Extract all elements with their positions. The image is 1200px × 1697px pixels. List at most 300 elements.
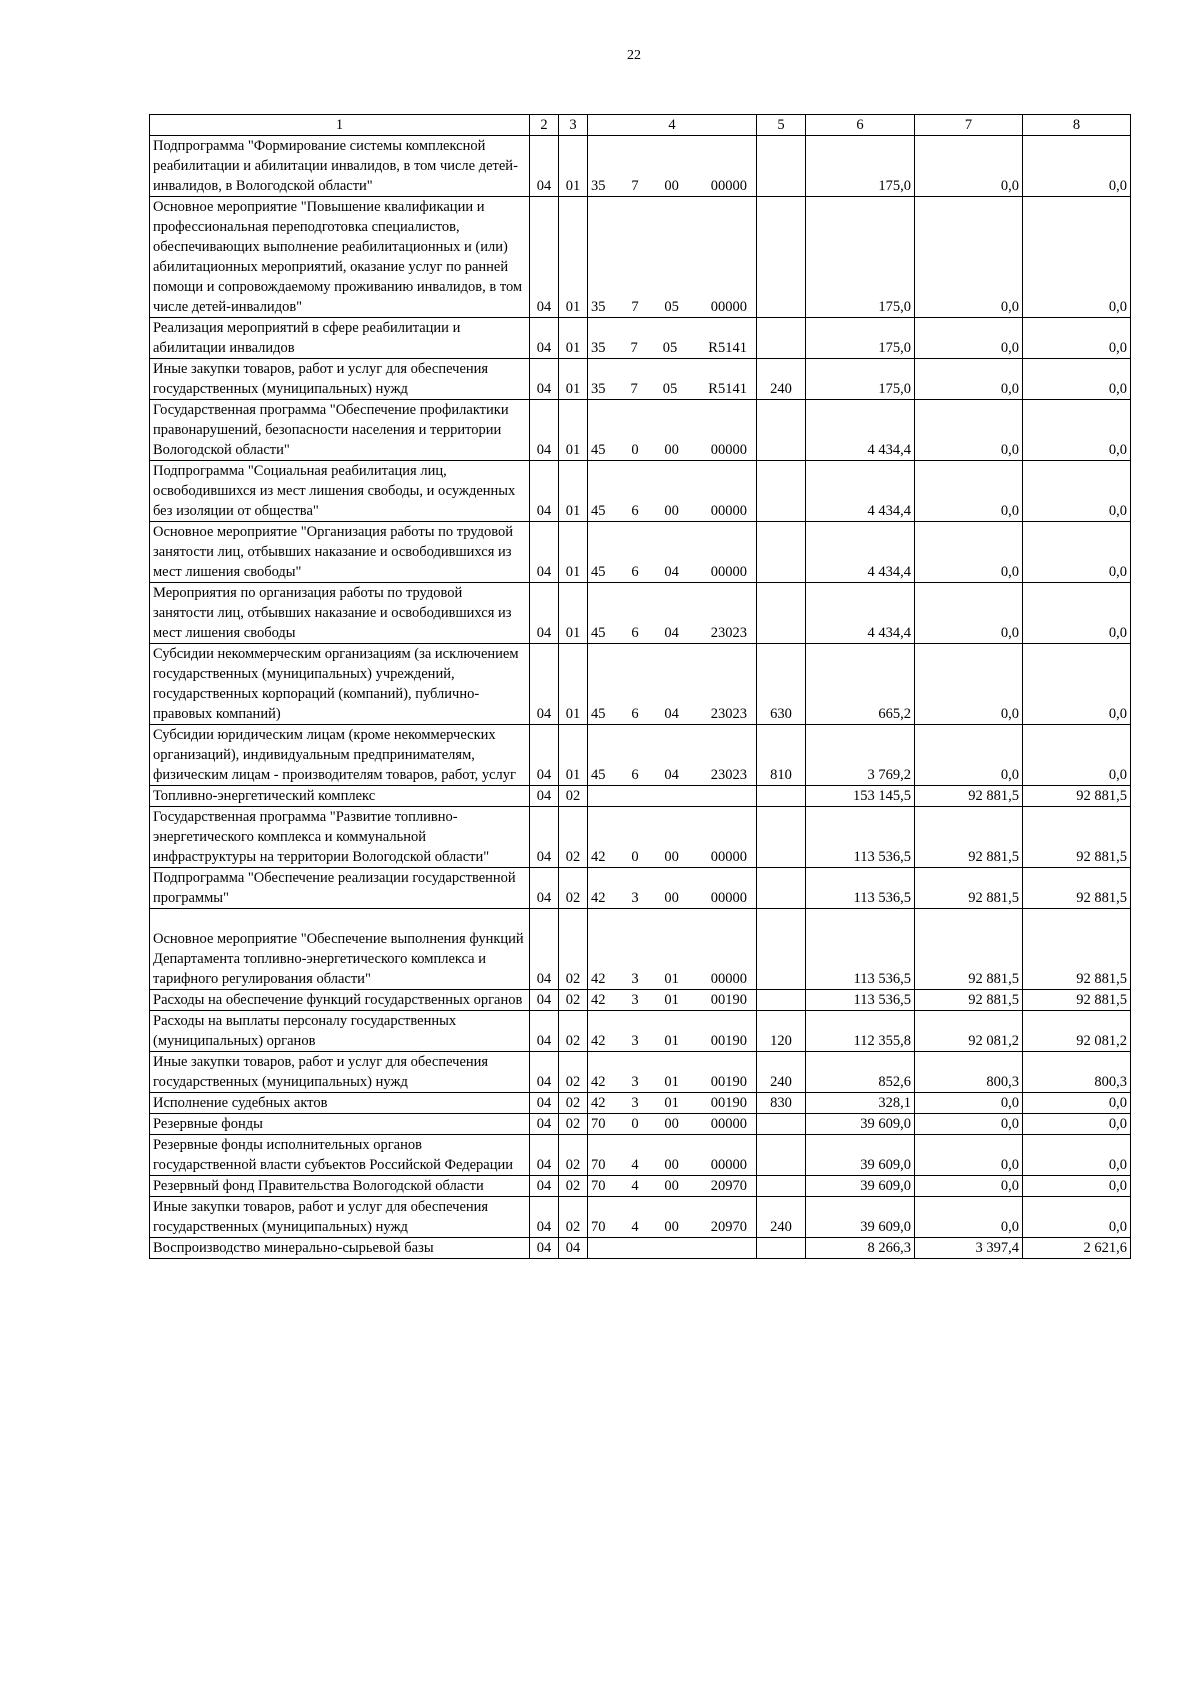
code-cs-part: 00 bbox=[664, 1219, 679, 1235]
code-vr bbox=[757, 136, 806, 197]
value-col7: 92 881,5 bbox=[915, 990, 1023, 1011]
code-cs-part: 42 bbox=[591, 849, 606, 865]
row-name: Исполнение судебных актов bbox=[150, 1093, 530, 1114]
code-cs-part: 4 bbox=[631, 1219, 639, 1235]
value-col8: 92 881,5 bbox=[1023, 786, 1131, 807]
code-cs-part: 00 bbox=[664, 890, 679, 906]
value-col6: 113 536,5 bbox=[806, 909, 915, 990]
code-pr: 02 bbox=[559, 909, 588, 990]
code-cs-part: 3 bbox=[631, 992, 639, 1008]
code-cs-part: 00 bbox=[664, 503, 679, 519]
value-col8: 92 081,2 bbox=[1023, 1011, 1131, 1052]
code-cs-part: 0 bbox=[631, 442, 639, 458]
code-cs-part: 04 bbox=[664, 625, 679, 641]
code-cs bbox=[588, 1238, 757, 1259]
row-name: Иные закупки товаров, работ и услуг для обеспечения государственных (муниципальных) нужд bbox=[150, 359, 530, 400]
value-col8: 0,0 bbox=[1023, 359, 1131, 400]
value-col7: 92 881,5 bbox=[915, 807, 1023, 868]
row-name: Государственная программа "Развитие топливно-энергетического комплекса и коммунальной инфраструктуры на территории Вологодской области" bbox=[150, 807, 530, 868]
code-vr bbox=[757, 1176, 806, 1197]
code-gr: 04 bbox=[530, 461, 559, 522]
value-col6: 175,0 bbox=[806, 197, 915, 318]
row-name: Государственная программа "Обеспечение профилактики правонарушений, безопасности населения и территории Вологодской области" bbox=[150, 400, 530, 461]
code-cs-part: 00000 bbox=[710, 442, 747, 458]
code-vr bbox=[757, 786, 806, 807]
code-cs-part: 3 bbox=[631, 971, 639, 987]
code-gr: 04 bbox=[530, 400, 559, 461]
code-cs-part: 3 bbox=[631, 1033, 639, 1049]
table-row bbox=[150, 990, 1131, 1011]
value-col7: 0,0 bbox=[915, 644, 1023, 725]
code-cs-part: 70 bbox=[591, 1219, 606, 1235]
code-vr: 240 bbox=[757, 1197, 806, 1238]
code-cs-part: 00000 bbox=[710, 849, 747, 865]
code-cs-part: 00190 bbox=[710, 1095, 747, 1111]
value-col7: 0,0 bbox=[915, 1114, 1023, 1135]
value-col6: 175,0 bbox=[806, 318, 915, 359]
code-gr: 04 bbox=[530, 318, 559, 359]
value-col8: 0,0 bbox=[1023, 197, 1131, 318]
table-row bbox=[150, 1197, 1131, 1238]
code-pr: 02 bbox=[559, 1197, 588, 1238]
value-col6: 3 769,2 bbox=[806, 725, 915, 786]
code-cs-part: 01 bbox=[664, 971, 679, 987]
code-cs-part: 0 bbox=[631, 1116, 639, 1132]
code-vr bbox=[757, 461, 806, 522]
code-vr: 830 bbox=[757, 1093, 806, 1114]
code-vr bbox=[757, 400, 806, 461]
code-gr: 04 bbox=[530, 1093, 559, 1114]
header-cell: 3 bbox=[559, 115, 588, 136]
value-col7: 0,0 bbox=[915, 359, 1023, 400]
code-gr: 04 bbox=[530, 909, 559, 990]
code-cs bbox=[588, 1011, 757, 1052]
code-gr: 04 bbox=[530, 644, 559, 725]
table-row bbox=[150, 359, 1131, 400]
code-cs-part: 4 bbox=[631, 1178, 639, 1194]
code-gr: 04 bbox=[530, 1197, 559, 1238]
code-cs-part: 05 bbox=[662, 381, 678, 397]
code-pr: 01 bbox=[559, 359, 588, 400]
code-cs-part: 0 bbox=[631, 849, 639, 865]
code-cs-part: 00000 bbox=[710, 299, 747, 315]
code-cs-part: 05 bbox=[664, 299, 679, 315]
code-cs bbox=[588, 786, 757, 807]
value-col6: 4 434,4 bbox=[806, 461, 915, 522]
value-col6: 39 609,0 bbox=[806, 1135, 915, 1176]
code-cs-part: 42 bbox=[591, 992, 606, 1008]
code-cs-part: 04 bbox=[664, 564, 679, 580]
row-name: Основное мероприятие "Организация работы по трудовой занятости лиц, отбывших наказание и освободившихся из мест лишения свободы" bbox=[150, 522, 530, 583]
row-name: Реализация мероприятий в сфере реабилитации и абилитации инвалидов bbox=[150, 318, 530, 359]
table-row bbox=[150, 400, 1131, 461]
row-name: Подпрограмма "Обеспечение реализации государственной программы" bbox=[150, 868, 530, 909]
row-name: Расходы на выплаты персоналу государственных (муниципальных) органов bbox=[150, 1011, 530, 1052]
code-vr bbox=[757, 1238, 806, 1259]
code-cs-part: 42 bbox=[591, 971, 606, 987]
code-cs-part: 6 bbox=[631, 625, 639, 641]
code-vr bbox=[757, 197, 806, 318]
code-vr: 630 bbox=[757, 644, 806, 725]
value-col6: 39 609,0 bbox=[806, 1176, 915, 1197]
code-cs-part: 00190 bbox=[710, 992, 747, 1008]
code-cs-part: 7 bbox=[630, 381, 638, 397]
code-cs-part: 00 bbox=[664, 849, 679, 865]
table-row bbox=[150, 909, 1131, 990]
code-cs-part: 00000 bbox=[710, 971, 747, 987]
table-row bbox=[150, 522, 1131, 583]
code-cs-part: 42 bbox=[591, 1095, 606, 1111]
code-cs-part: 42 bbox=[591, 890, 606, 906]
row-name: Субсидии некоммерческим организациям (за исключением государственных (муниципальных) учреждений, государственных корпораций (компаний), публично-правовых компаний) bbox=[150, 644, 530, 725]
table-row bbox=[150, 725, 1131, 786]
value-col6: 4 434,4 bbox=[806, 400, 915, 461]
table-row bbox=[150, 1238, 1131, 1259]
code-gr: 04 bbox=[530, 522, 559, 583]
header-cell: 5 bbox=[757, 115, 806, 136]
code-cs-part: 45 bbox=[591, 706, 606, 722]
table-row bbox=[150, 1176, 1131, 1197]
code-cs-part: 20970 bbox=[710, 1219, 747, 1235]
code-pr: 02 bbox=[559, 1135, 588, 1176]
code-cs-part: 35 bbox=[591, 381, 606, 397]
row-name: Расходы на обеспечение функций государственных органов bbox=[150, 990, 530, 1011]
code-cs-part: 00000 bbox=[710, 503, 747, 519]
value-col8: 0,0 bbox=[1023, 1176, 1131, 1197]
value-col6: 328,1 bbox=[806, 1093, 915, 1114]
code-gr: 04 bbox=[530, 1135, 559, 1176]
row-name: Иные закупки товаров, работ и услуг для обеспечения государственных (муниципальных) нужд bbox=[150, 1197, 530, 1238]
value-col8: 0,0 bbox=[1023, 644, 1131, 725]
value-col6: 4 434,4 bbox=[806, 522, 915, 583]
code-cs bbox=[588, 1176, 757, 1197]
code-vr: 240 bbox=[757, 1052, 806, 1093]
value-col7: 3 397,4 bbox=[915, 1238, 1023, 1259]
row-name: Подпрограмма "Социальная реабилитация лиц, освободившихся из мест лишения свободы, и осужденных без изоляции от общества" bbox=[150, 461, 530, 522]
code-vr bbox=[757, 318, 806, 359]
header-cell: 4 bbox=[588, 115, 757, 136]
code-pr: 01 bbox=[559, 400, 588, 461]
value-col6: 175,0 bbox=[806, 359, 915, 400]
code-vr bbox=[757, 1135, 806, 1176]
budget-table bbox=[149, 114, 1131, 1259]
code-cs bbox=[588, 318, 757, 359]
code-gr: 04 bbox=[530, 990, 559, 1011]
table-row bbox=[150, 318, 1131, 359]
code-vr bbox=[757, 522, 806, 583]
code-gr: 04 bbox=[530, 197, 559, 318]
code-cs-part: 70 bbox=[591, 1157, 606, 1173]
code-cs-part: 00 bbox=[664, 178, 679, 194]
code-pr: 01 bbox=[559, 318, 588, 359]
code-cs bbox=[588, 522, 757, 583]
code-cs-part: 23023 bbox=[710, 625, 747, 641]
table-row bbox=[150, 1093, 1131, 1114]
value-col6: 852,6 bbox=[806, 1052, 915, 1093]
code-pr: 02 bbox=[559, 1052, 588, 1093]
value-col7: 0,0 bbox=[915, 1197, 1023, 1238]
code-vr bbox=[757, 583, 806, 644]
value-col7: 0,0 bbox=[915, 1093, 1023, 1114]
code-pr: 02 bbox=[559, 786, 588, 807]
page-number: 22 bbox=[627, 48, 641, 63]
code-cs-part: 05 bbox=[662, 340, 678, 356]
code-cs-part: R5141 bbox=[708, 340, 747, 356]
code-pr: 01 bbox=[559, 583, 588, 644]
value-col8: 0,0 bbox=[1023, 522, 1131, 583]
table-row bbox=[150, 786, 1131, 807]
code-cs-part: 42 bbox=[591, 1074, 606, 1090]
code-vr bbox=[757, 1114, 806, 1135]
code-gr: 04 bbox=[530, 725, 559, 786]
value-col8: 92 881,5 bbox=[1023, 868, 1131, 909]
code-cs-part: 45 bbox=[591, 767, 606, 783]
header-cell: 1 bbox=[150, 115, 530, 136]
value-col7: 0,0 bbox=[915, 197, 1023, 318]
code-vr bbox=[757, 990, 806, 1011]
code-pr: 02 bbox=[559, 1114, 588, 1135]
code-vr: 120 bbox=[757, 1011, 806, 1052]
header-cell: 2 bbox=[530, 115, 559, 136]
code-cs-part: 00 bbox=[664, 1157, 679, 1173]
value-col8: 0,0 bbox=[1023, 1197, 1131, 1238]
value-col8: 0,0 bbox=[1023, 1114, 1131, 1135]
value-col8: 0,0 bbox=[1023, 725, 1131, 786]
value-col7: 0,0 bbox=[915, 522, 1023, 583]
value-col7: 0,0 bbox=[915, 583, 1023, 644]
table-row bbox=[150, 868, 1131, 909]
code-cs bbox=[588, 909, 757, 990]
table-row bbox=[150, 1052, 1131, 1093]
code-cs-part: 35 bbox=[591, 178, 606, 194]
code-cs-part: 6 bbox=[631, 503, 639, 519]
code-pr: 01 bbox=[559, 461, 588, 522]
code-cs-part: 6 bbox=[631, 767, 639, 783]
value-col7: 92 881,5 bbox=[915, 868, 1023, 909]
value-col8: 0,0 bbox=[1023, 136, 1131, 197]
code-cs-part: 7 bbox=[631, 299, 639, 315]
code-cs-part: 01 bbox=[664, 1074, 679, 1090]
header-cell: 8 bbox=[1023, 115, 1131, 136]
code-cs bbox=[588, 725, 757, 786]
code-cs-part: 6 bbox=[631, 706, 639, 722]
value-col8: 0,0 bbox=[1023, 583, 1131, 644]
code-cs-part: 35 bbox=[591, 299, 606, 315]
code-pr: 04 bbox=[559, 1238, 588, 1259]
code-pr: 01 bbox=[559, 136, 588, 197]
value-col8: 0,0 bbox=[1023, 1135, 1131, 1176]
code-cs-part: 04 bbox=[664, 706, 679, 722]
code-gr: 04 bbox=[530, 868, 559, 909]
value-col8: 2 621,6 bbox=[1023, 1238, 1131, 1259]
code-cs-part: 45 bbox=[591, 625, 606, 641]
code-cs-part: 01 bbox=[664, 1033, 679, 1049]
code-gr: 04 bbox=[530, 1238, 559, 1259]
header-cell: 6 bbox=[806, 115, 915, 136]
code-gr: 04 bbox=[530, 786, 559, 807]
table-row bbox=[150, 461, 1131, 522]
code-gr: 04 bbox=[530, 1176, 559, 1197]
code-cs bbox=[588, 807, 757, 868]
row-name: Резервный фонд Правительства Вологодской области bbox=[150, 1176, 530, 1197]
value-col6: 153 145,5 bbox=[806, 786, 915, 807]
code-cs-part: 6 bbox=[631, 564, 639, 580]
code-cs-part: 45 bbox=[591, 442, 606, 458]
code-cs-part: 3 bbox=[631, 890, 639, 906]
code-pr: 01 bbox=[559, 644, 588, 725]
code-cs-part: 01 bbox=[664, 992, 679, 1008]
value-col7: 0,0 bbox=[915, 461, 1023, 522]
code-gr: 04 bbox=[530, 807, 559, 868]
value-col7: 92 081,2 bbox=[915, 1011, 1023, 1052]
table-row bbox=[150, 1135, 1131, 1176]
code-cs-part: 7 bbox=[631, 178, 639, 194]
code-cs bbox=[588, 400, 757, 461]
code-cs bbox=[588, 1093, 757, 1114]
code-cs bbox=[588, 1052, 757, 1093]
code-cs bbox=[588, 1135, 757, 1176]
code-cs-part: 00000 bbox=[710, 564, 747, 580]
row-name: Воспроизводство минерально-сырьевой базы bbox=[150, 1238, 530, 1259]
code-vr: 810 bbox=[757, 725, 806, 786]
code-cs-part: 01 bbox=[664, 1095, 679, 1111]
code-cs-part: 00 bbox=[664, 1178, 679, 1194]
code-cs bbox=[588, 990, 757, 1011]
code-cs bbox=[588, 868, 757, 909]
value-col7: 0,0 bbox=[915, 1176, 1023, 1197]
value-col7: 0,0 bbox=[915, 1135, 1023, 1176]
code-cs bbox=[588, 1197, 757, 1238]
code-gr: 04 bbox=[530, 359, 559, 400]
code-cs-part: 23023 bbox=[710, 767, 747, 783]
code-cs-part: R5141 bbox=[708, 381, 747, 397]
code-cs-part: 70 bbox=[591, 1116, 606, 1132]
code-vr bbox=[757, 909, 806, 990]
code-cs-part: 20970 bbox=[710, 1178, 747, 1194]
row-name: Субсидии юридическим лицам (кроме некоммерческих организаций), индивидуальным предпринимателям, физическим лицам - производителям товаров, работ, услуг bbox=[150, 725, 530, 786]
code-cs-part: 00000 bbox=[710, 178, 747, 194]
value-col6: 665,2 bbox=[806, 644, 915, 725]
code-cs-part: 23023 bbox=[710, 706, 747, 722]
code-gr: 04 bbox=[530, 1052, 559, 1093]
code-pr: 02 bbox=[559, 868, 588, 909]
value-col6: 175,0 bbox=[806, 136, 915, 197]
row-name: Иные закупки товаров, работ и услуг для обеспечения государственных (муниципальных) нужд bbox=[150, 1052, 530, 1093]
table-row bbox=[150, 197, 1131, 318]
code-gr: 04 bbox=[530, 1011, 559, 1052]
value-col6: 8 266,3 bbox=[806, 1238, 915, 1259]
value-col8: 92 881,5 bbox=[1023, 990, 1131, 1011]
value-col6: 113 536,5 bbox=[806, 807, 915, 868]
code-pr: 01 bbox=[559, 197, 588, 318]
table-row bbox=[150, 807, 1131, 868]
code-pr: 02 bbox=[559, 990, 588, 1011]
value-col6: 112 355,8 bbox=[806, 1011, 915, 1052]
row-name: Резервные фонды bbox=[150, 1114, 530, 1135]
table-row bbox=[150, 136, 1131, 197]
code-gr: 04 bbox=[530, 583, 559, 644]
row-name: Топливно-энергетический комплекс bbox=[150, 786, 530, 807]
code-pr: 01 bbox=[559, 725, 588, 786]
value-col8: 0,0 bbox=[1023, 400, 1131, 461]
code-gr: 04 bbox=[530, 136, 559, 197]
code-vr bbox=[757, 807, 806, 868]
code-cs-part: 35 bbox=[591, 340, 606, 356]
code-cs-part: 42 bbox=[591, 1033, 606, 1049]
code-pr: 02 bbox=[559, 807, 588, 868]
code-pr: 02 bbox=[559, 1176, 588, 1197]
value-col8: 92 881,5 bbox=[1023, 807, 1131, 868]
row-name: Мероприятия по организация работы по трудовой занятости лиц, отбывших наказание и освободившихся из мест лишения свободы bbox=[150, 583, 530, 644]
value-col7: 92 881,5 bbox=[915, 786, 1023, 807]
value-col7: 0,0 bbox=[915, 400, 1023, 461]
code-cs bbox=[588, 583, 757, 644]
code-cs-part: 00000 bbox=[710, 1157, 747, 1173]
code-pr: 02 bbox=[559, 1011, 588, 1052]
code-cs-part: 4 bbox=[631, 1157, 639, 1173]
table-row bbox=[150, 1011, 1131, 1052]
table-row bbox=[150, 644, 1131, 725]
header-row bbox=[150, 115, 1131, 136]
code-cs bbox=[588, 644, 757, 725]
value-col6: 4 434,4 bbox=[806, 583, 915, 644]
code-cs-part: 00190 bbox=[710, 1074, 747, 1090]
code-cs bbox=[588, 136, 757, 197]
code-cs-part: 04 bbox=[664, 767, 679, 783]
value-col7: 0,0 bbox=[915, 725, 1023, 786]
code-cs bbox=[588, 197, 757, 318]
code-gr: 04 bbox=[530, 1114, 559, 1135]
row-name: Резервные фонды исполнительных органов государственной власти субъектов Российской Федерации bbox=[150, 1135, 530, 1176]
value-col7: 0,0 bbox=[915, 136, 1023, 197]
code-cs-part: 00190 bbox=[710, 1033, 747, 1049]
code-pr: 01 bbox=[559, 522, 588, 583]
code-cs-part: 3 bbox=[631, 1074, 639, 1090]
table-row bbox=[150, 1114, 1131, 1135]
code-cs-part: 45 bbox=[591, 503, 606, 519]
value-col8: 0,0 bbox=[1023, 1093, 1131, 1114]
table-row bbox=[150, 583, 1131, 644]
code-cs-part: 70 bbox=[591, 1178, 606, 1194]
value-col8: 0,0 bbox=[1023, 318, 1131, 359]
value-col6: 113 536,5 bbox=[806, 990, 915, 1011]
code-cs-part: 00000 bbox=[710, 890, 747, 906]
value-col7: 92 881,5 bbox=[915, 909, 1023, 990]
code-cs-part: 45 bbox=[591, 564, 606, 580]
code-cs bbox=[588, 1114, 757, 1135]
value-col8: 0,0 bbox=[1023, 461, 1131, 522]
code-cs-part: 00000 bbox=[710, 1116, 747, 1132]
code-pr: 02 bbox=[559, 1093, 588, 1114]
value-col7: 0,0 bbox=[915, 318, 1023, 359]
code-cs-part: 00 bbox=[664, 442, 679, 458]
value-col6: 113 536,5 bbox=[806, 868, 915, 909]
row-name: Основное мероприятие "Обеспечение выполнения функций Департамента топливно-энергетического комплекса и тарифного регулирования области" bbox=[150, 909, 530, 990]
row-name: Подпрограмма "Формирование системы комплексной реабилитации и абилитации инвалидов, в том числе детей-инвалидов, в Вологодской области" bbox=[150, 136, 530, 197]
code-vr bbox=[757, 868, 806, 909]
header-cell: 7 bbox=[915, 115, 1023, 136]
code-cs-part: 3 bbox=[631, 1095, 639, 1111]
code-cs bbox=[588, 359, 757, 400]
value-col7: 800,3 bbox=[915, 1052, 1023, 1093]
row-name: Основное мероприятие "Повышение квалификации и профессиональная переподготовка специалистов, обеспечивающих выполнение реабилитационных и (или) абилитационных мероприятий, оказание услуг по ранней помощи и сопровождаемому проживанию инвалидов, в том числе детей-инвалидов" bbox=[150, 197, 530, 318]
value-col6: 39 609,0 bbox=[806, 1197, 915, 1238]
value-col8: 800,3 bbox=[1023, 1052, 1131, 1093]
code-cs bbox=[588, 461, 757, 522]
code-vr: 240 bbox=[757, 359, 806, 400]
value-col8: 92 881,5 bbox=[1023, 909, 1131, 990]
code-cs-part: 00 bbox=[664, 1116, 679, 1132]
